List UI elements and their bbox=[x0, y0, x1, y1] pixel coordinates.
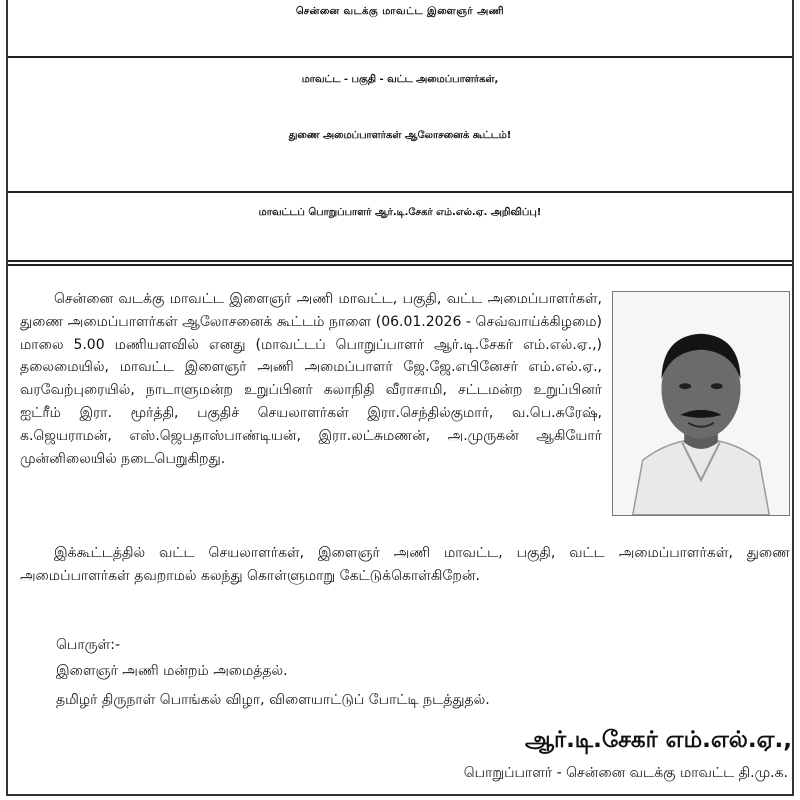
divider bbox=[8, 56, 792, 58]
header-title: சென்னை வடக்கு மாவட்ட இளைஞர் அணி bbox=[295, 6, 505, 17]
portrait-photo-icon bbox=[612, 291, 790, 516]
body-paragraph-1: சென்னை வடக்கு மாவட்ட இளைஞர் அணி மாவட்ட, பகுதி, வட்ட அமைப்பாளர்கள், துணை அமைப்பாளர்கள் ஆலோசனைக் கூட்டம் நாளை (06.01.2026 - செவ்வாய்க்கிழமை) மாலை 5.00 மணியளவில் எனது (மாவட்டப் பொறுப்பாளர் ஆர்.டி.சேகர் எம்.எல்.ஏ.,) தலைமையில், மாவட்ட இளைஞர் அணி அமைப்பாளர் ஜே.ஜே.எபினேசர் எம்.எல்.ஏ., வரவேற்புரையில், நாடாளுமன்ற உறுப்பினர் கலாநிதி வீராசாமி, சட்டமன்ற உறுப்பினர் ஐட்ரீம் இரா. மூர்த்தி, பகுதிச் செயலாளர்கள் இரா.செந்தில்குமார், வ.பெ.சுரேஷ், க.ஜெயராமன், எஸ்.ஜெபதாஸ்பாண்டியன், இரா.லட்சுமணன், அ.முருகன் ஆகியோர் முன்னிலையில் நடைபெறுகிறது. bbox=[20, 291, 602, 467]
subject-label: பொருள்:- bbox=[56, 637, 121, 653]
announcement-heading: மாவட்டப் பொறுப்பாளர் ஆர்.டி.சேகர் எம்.எல்.ஏ. அறிவிப்பு! bbox=[258, 207, 542, 218]
signature-role: பொறுப்பாளர் - சென்னை வடக்கு மாவட்ட தி.மு.க. bbox=[463, 765, 788, 781]
header-subtitle-line-1: மாவட்ட - பகுதி - வட்ட அமைப்பாளர்கள், bbox=[301, 74, 499, 85]
body-paragraph-2: இக்கூட்டத்தில் வட்ட செயலாளர்கள், இளைஞர் அணி மாவட்ட, பகுதி, வட்ட அமைப்பாளர்கள், துணை அமைப்பாளர்கள் தவறாமல் கலந்து கொள்ளுமாறு கேட்டுக்கொள்கிறேன். bbox=[20, 545, 790, 584]
header-subtitle-line-2: துணை அமைப்பாளர்கள் ஆலோசனைக் கூட்டம்! bbox=[288, 130, 512, 141]
signature-name: ஆர்.டி.சேகர் எம்.எல்.ஏ., bbox=[524, 727, 792, 753]
divider bbox=[8, 264, 792, 266]
divider bbox=[8, 260, 792, 262]
divider bbox=[8, 191, 792, 193]
subject-item: தமிழர் திருநாள் பொங்கல் விழா, விளையாட்டுப் போட்டி நடத்துதல். bbox=[56, 692, 490, 708]
subject-item: இளைஞர் அணி மன்றம் அமைத்தல். bbox=[56, 663, 288, 679]
